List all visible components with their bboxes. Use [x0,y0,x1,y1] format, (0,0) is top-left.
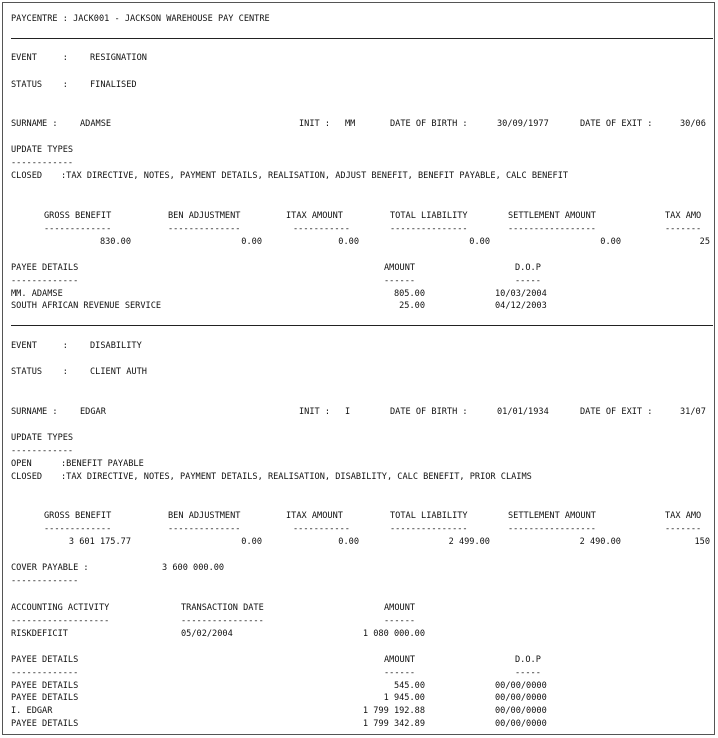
itax-amount-value: 0.00 [338,537,359,547]
cover-payable-label: COVER PAYABLE : [11,563,89,573]
payee-name: PAYEE DETAILS [11,719,79,729]
payee-amount: 1 945.00 [383,693,425,703]
divider [11,325,713,326]
gross-benefit-value: 3 601 175.77 [68,537,131,547]
closed-update-types: :TAX DIRECTIVE, NOTES, PAYMENT DETAILS, REALISATION, DISABILITY, CALC BENEFIT, PRIOR CLAIMS [61,472,532,482]
col-dashes: ------ [384,668,416,678]
payee-amount: 25.00 [399,301,425,311]
col-dashes: ----- [515,668,541,678]
status-value: CLIENT AUTH [90,367,147,377]
payee-amount: 805.00 [393,289,425,299]
event-label: EVENT : [11,53,68,63]
tax-amount-value: 150 [694,537,710,547]
dob-value: 01/01/1934 [497,407,549,417]
payee-name: SOUTH AFRICAN REVENUE SERVICE [11,301,162,311]
tax-amount-value: 25 [699,237,710,247]
col-total-liability: TOTAL LIABILITY [390,511,468,521]
transaction-date: 05/02/2004 [181,629,233,639]
col-ben-adjustment: BEN ADJUSTMENT [168,511,241,521]
init-label: INIT : [299,119,331,129]
col-dashes: ------------- [11,576,79,586]
col-dashes: ------------- [44,524,112,534]
col-dashes: -------------- [168,524,241,534]
event-value: DISABILITY [90,341,142,351]
doe-value: 30/06 [680,119,706,129]
col-dashes: ------------- [44,224,112,234]
init-label: INIT : [299,407,331,417]
surname-label: SURNAME : [11,407,58,417]
closed-label: CLOSED [11,171,43,181]
payee-dop-label: D.O.P [515,263,541,273]
col-accounting-amount: AMOUNT [384,603,416,613]
total-liability-value: 2 499.00 [448,537,490,547]
payee-dop: 00/00/0000 [495,719,547,729]
doe-label: DATE OF EXIT : [580,119,653,129]
col-settlement-amount: SETTLEMENT AMOUNT [508,211,596,221]
open-update-types: :BENEFIT PAYABLE [61,459,144,469]
col-dashes: ------------- [11,668,79,678]
payee-dop-label: D.O.P [515,655,541,665]
divider [11,38,713,39]
payee-name: PAYEE DETAILS [11,693,79,703]
dob-value: 30/09/1977 [497,119,549,129]
payee-amount: 545.00 [393,681,425,691]
col-dashes: ----------------- [508,524,596,534]
accounting-amount: 1 080 000.00 [362,629,425,639]
update-types-label: UPDATE TYPES [11,145,74,155]
col-dashes: ----------- [293,224,350,234]
surname-value: EDGAR [80,407,106,417]
col-dashes: ------------- [11,276,79,286]
payee-dop: 00/00/0000 [495,693,547,703]
ben-adjustment-value: 0.00 [241,237,262,247]
update-types-label: UPDATE TYPES [11,433,74,443]
col-dashes: --------------- [390,224,468,234]
cover-payable-value: 3 600 000.00 [162,563,225,573]
payee-amount: 1 799 342.89 [362,719,425,729]
status-value: FINALISED [90,80,137,90]
init-value: MM [345,119,356,129]
col-transaction-date: TRANSACTION DATE [181,603,264,613]
payee-name: PAYEE DETAILS [11,681,79,691]
payee-amount: 1 799 192.88 [362,706,425,716]
col-accounting-activity: ACCOUNTING ACTIVITY [11,603,110,613]
payee-dop: 00/00/0000 [495,706,547,716]
dob-label: DATE OF BIRTH : [390,407,468,417]
col-tax-amount: TAX AMO [665,211,702,221]
paycentre-line: PAYCENTRE : JACK001 - JACKSON WAREHOUSE PAY CENTRE [11,14,270,24]
col-dashes: ------- [665,524,702,534]
closed-label: CLOSED [11,472,43,482]
payee-details-label: PAYEE DETAILS [11,655,79,665]
payee-dop: 00/00/0000 [495,681,547,691]
col-gross-benefit: GROSS BENEFIT [44,511,112,521]
itax-amount-value: 0.00 [338,237,359,247]
col-tax-amount: TAX AMO [665,511,702,521]
col-dashes: ------ [384,616,416,626]
col-dashes: ------- [665,224,702,234]
closed-update-types: :TAX DIRECTIVE, NOTES, PAYMENT DETAILS, REALISATION, ADJUST BENEFIT, BENEFIT PAYABLE, CALC BENEFIT [61,171,569,181]
col-dashes: --------------- [390,524,468,534]
col-ben-adjustment: BEN ADJUSTMENT [168,211,241,221]
col-dashes: ----------- [293,524,350,534]
open-label: OPEN [11,459,32,469]
col-dashes: ---------------- [181,616,264,626]
col-dashes: ----------------- [508,224,596,234]
col-dashes: ----- [515,276,541,286]
col-gross-benefit: GROSS BENEFIT [44,211,112,221]
status-label: STATUS : [11,80,68,90]
update-types-underline: ------------ [11,158,74,168]
col-settlement-amount: SETTLEMENT AMOUNT [508,511,596,521]
surname-label: SURNAME : [11,119,58,129]
ben-adjustment-value: 0.00 [241,537,262,547]
payee-amount-label: AMOUNT [384,263,416,273]
col-dashes: -------------- [168,224,241,234]
col-dashes: ------ [384,276,416,286]
payee-dop: 04/12/2003 [495,301,547,311]
settlement-amount-value: 0.00 [600,237,621,247]
doe-value: 31/07 [680,407,706,417]
payee-name: MM. ADAMSE [11,289,63,299]
payee-dop: 10/03/2004 [495,289,547,299]
init-value: I [345,407,351,417]
status-label: STATUS : [11,367,68,377]
payee-name: I. EDGAR [11,706,53,716]
event-value: RESIGNATION [90,53,147,63]
total-liability-value: 0.00 [469,237,490,247]
update-types-underline: ------------ [11,446,74,456]
payee-amount-label: AMOUNT [384,655,416,665]
payee-details-label: PAYEE DETAILS [11,263,79,273]
dob-label: DATE OF BIRTH : [390,119,468,129]
settlement-amount-value: 2 490.00 [579,537,621,547]
report-document [2,2,715,735]
surname-value: ADAMSE [80,119,112,129]
col-itax-amount: ITAX AMOUNT [286,511,343,521]
col-total-liability: TOTAL LIABILITY [390,211,468,221]
doe-label: DATE OF EXIT : [580,407,653,417]
gross-benefit-value: 830.00 [99,237,131,247]
accounting-activity: RISKDEFICIT [11,629,68,639]
event-label: EVENT : [11,341,68,351]
col-dashes: ------------------- [11,616,110,626]
col-itax-amount: ITAX AMOUNT [286,211,343,221]
